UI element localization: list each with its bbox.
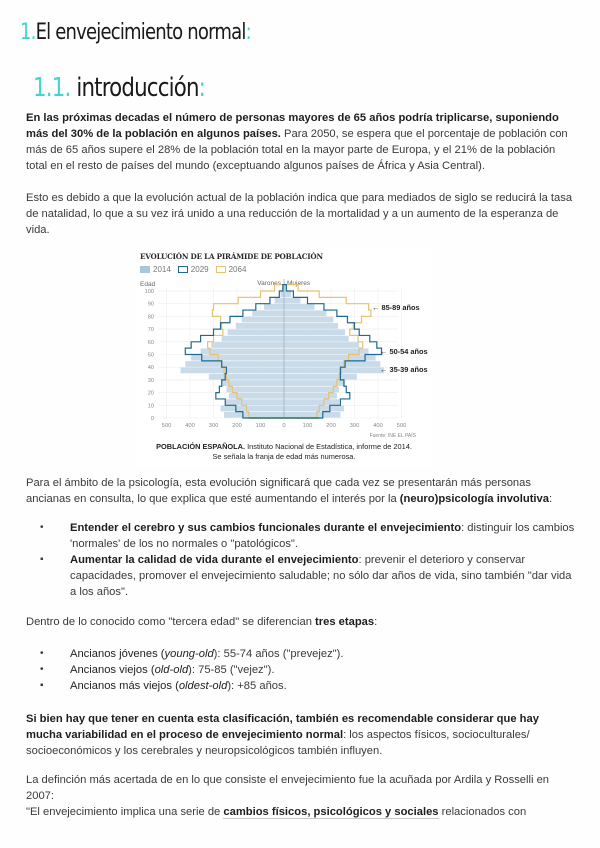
bullet-icon: •: [40, 648, 44, 659]
bullet-icon: ▪: [40, 554, 44, 565]
svg-text:Varones: Varones: [257, 280, 281, 287]
svg-text:60: 60: [147, 339, 154, 346]
legend-item-2029: 2029: [178, 265, 209, 274]
svg-text:30: 30: [147, 377, 154, 384]
paragraph-cause: Esto es debido a que la evolución actual de la población indica que para mediados de siglo se reducirá la tasa de natalidad, lo que a su vez irá unido a una reducción de la mortalidad y a un aumento de la esperanza de vida.: [26, 192, 573, 236]
svg-text:70: 70: [147, 327, 154, 334]
svg-text:0: 0: [150, 416, 154, 422]
annotation-50-54: ← 50-54 años: [380, 347, 428, 356]
svg-text:Edad: Edad: [140, 281, 156, 288]
heading-number: 1.1.: [33, 73, 71, 103]
list-item: ▪ Aumentar la calidad de vida durante el envejecimiento: prevenir el deterioro y conservar capacidades, promover el envejecimiento saludable; no sólo dar años de vida, sino también "dar vida a los años".: [40, 554, 572, 598]
bullet-icon: •: [40, 664, 44, 675]
figure-caption: POBLACIÓN ESPAÑOLA. Instituto Nacional de Estadística, informe de 2014. Se señala la franja de edad más numerosa.: [156, 442, 412, 461]
svg-text:0: 0: [282, 423, 286, 429]
paragraph-psychology: Para el ámbito de la psicología, esta evolución significará que cada vez se presentarán más personas ancianas en consulta, lo que explica que esté aumentando el interés por la (neuro)psicología involutiva:: [26, 477, 553, 505]
legend-item-2064: 2064: [216, 265, 247, 274]
svg-text:200: 200: [326, 423, 336, 429]
left-arrow-icon: ←: [380, 365, 388, 374]
legend-item-2014: 2014: [140, 265, 171, 274]
heading-number: 1.: [20, 20, 36, 45]
population-pyramid-figure: [136, 247, 432, 467]
svg-text:100: 100: [255, 423, 266, 429]
heading-section: [33, 73, 205, 103]
list-item: • Ancianos viejos (old-old): 75-85 ("vejez").: [40, 664, 275, 676]
left-arrow-icon: ←: [380, 347, 388, 356]
svg-text:10: 10: [147, 403, 154, 410]
list-item: • Ancianos jóvenes (young-old): 55-74 años ("prevejez").: [40, 648, 344, 660]
figure-source: Fuente: INE EL PAÍS: [369, 433, 416, 439]
svg-text:200: 200: [232, 423, 242, 429]
paragraph-variability: Si bien hay que tener en cuenta esta clasificación, también es recomendable considerar que hay mucha variabilidad en el proceso de envejecimiento normal: los aspectos físicos, socioculturales/ socioeconómicos y los cerebrales y neuropsicológicos también influyen.: [26, 713, 539, 757]
list-item: • Entender el cerebro y sus cambios funcionales durante el envejecimiento: distinguir los cambios 'normales' de los no normales o "patológicos".: [40, 522, 575, 550]
stages-list: [26, 646, 578, 694]
svg-text:500: 500: [396, 423, 407, 429]
svg-text:300: 300: [349, 423, 360, 429]
svg-text:400: 400: [373, 423, 383, 429]
paragraph-intro: [26, 110, 578, 174]
heading-text: introducción: [76, 73, 199, 103]
annotation-85-89: ← 85-89 años: [372, 303, 420, 312]
paragraph-bold: En las próximas decadas el número de personas mayores de 65 años podría triplicarse, suponiendo más del 30% de la población en algunos países.: [26, 112, 559, 140]
heading-colon: :: [245, 20, 251, 45]
svg-text:500: 500: [161, 423, 172, 429]
figure-title: EVOLUCIÓN DE LA PIRÁMIDE DE POBLACIÓN: [140, 252, 323, 261]
paragraph-stages-intro: Dentro de lo conocido como "tercera edad" se diferencian tres etapas:: [26, 616, 378, 628]
heading-chapter: [20, 20, 251, 45]
svg-text:Mujeres: Mujeres: [287, 280, 311, 287]
svg-text:50: 50: [147, 352, 154, 359]
svg-text:100: 100: [302, 423, 313, 429]
paragraph-text: Para 2050, se espera que el porcentaje de población con más de 65 años supere el 28% de la población total en la mayor parte de Europa, y el 21% de la población total en el resto de países del mundo (exceptuando algunos países de África y Asia Central).: [26, 128, 568, 172]
svg-text:90: 90: [147, 301, 154, 308]
list-item: ▪ Ancianos más viejos (oldest-old): +85 años.: [40, 680, 287, 692]
population-pyramid-chart: [136, 247, 432, 432]
annotation-35-39: ← 35-39 años: [380, 365, 428, 374]
left-arrow-icon: ←: [372, 303, 380, 312]
paragraph-definition: La definción más acertada de en lo que consiste el envejecimiento fue la acuñada por Ardila y Rosselli en 2007:: [26, 774, 550, 802]
paragraph-quote: "El envejecimiento implica una serie de cambios físicos, psicológicos y sociales relacionados con: [26, 806, 527, 818]
goals-list: [26, 520, 578, 600]
heading-colon: :: [198, 73, 206, 103]
svg-text:100: 100: [144, 289, 154, 295]
svg-text:40: 40: [147, 365, 154, 372]
svg-text:300: 300: [208, 423, 219, 429]
svg-text:400: 400: [185, 423, 195, 429]
heading-text: El envejecimiento normal: [35, 20, 246, 45]
bullet-icon: •: [40, 522, 44, 533]
svg-text:20: 20: [147, 390, 154, 397]
bullet-icon: ▪: [40, 680, 44, 691]
svg-text:80: 80: [147, 314, 154, 321]
